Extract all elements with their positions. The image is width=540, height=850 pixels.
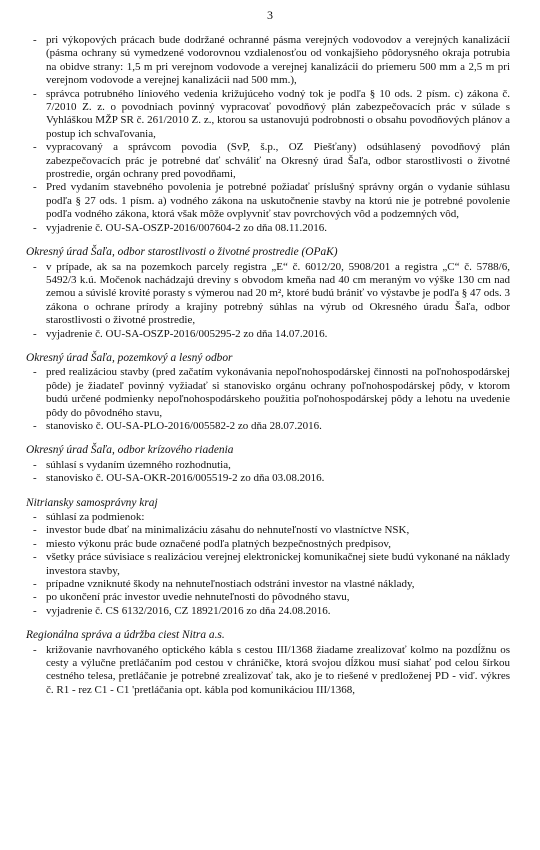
dash-bullet-icon: -	[33, 260, 37, 273]
list-item-text: vyjadrenie č. OU-SA-OSZP-2016/007604-2 zo dňa 08.11.2016.	[46, 221, 327, 234]
list-item-text: miesto výkonu prác bude označené podľa platných bezpečnostných predpisov,	[46, 537, 391, 550]
list-item	[26, 141, 510, 181]
dash-bullet-icon: -	[33, 221, 37, 234]
list-item	[26, 551, 510, 578]
list-item	[26, 644, 510, 698]
dash-bullet-icon: -	[33, 87, 37, 100]
list-item	[26, 578, 510, 591]
list-item	[26, 459, 510, 472]
list-item	[26, 261, 510, 328]
list-item	[26, 222, 510, 235]
list-item-text: stanovisko č. OU-SA-PLO-2016/005582-2 zo dňa 28.07.2016.	[46, 419, 322, 432]
page-number: 3	[267, 8, 273, 22]
bullet-list	[26, 261, 510, 341]
list-item-text: investor bude dbať na minimalizáciu zásahu do nehnuteľností vo vlastníctve NSK,	[46, 524, 410, 537]
section	[26, 352, 510, 433]
section	[26, 629, 510, 697]
dash-bullet-icon: -	[33, 511, 37, 523]
list-item	[26, 472, 510, 485]
section	[26, 444, 510, 485]
list-item	[26, 88, 510, 142]
dash-bullet-icon: -	[33, 458, 37, 471]
dash-bullet-icon: -	[33, 327, 37, 340]
section	[26, 246, 510, 341]
bullet-list	[26, 459, 510, 486]
list-item-text: súhlasí s vydaním územného rozhodnutia,	[46, 458, 231, 471]
section-heading: Okresný úrad Šaľa, pozemkový a lesný odbor	[26, 351, 233, 364]
dash-bullet-icon: -	[33, 472, 37, 485]
dash-bullet-icon: -	[33, 141, 37, 154]
list-item-text: vyjadrenie č. OU-SA-OSZP-2016/005295-2 zo dňa 14.07.2016.	[46, 327, 328, 340]
list-item-text: križovanie navrhovaného optického kábla s cestou III/1368 žiadame zrealizovať kolmo na pozdĺžnu os cesty a výlučne pretláčaním pod cestou v chráničke, ktorá svojou dĺžkou musí siahať pod celou šírkou cestného telesa, pretláčanie je potrebné zrealizovať tak, ako je to riešené v predloženej PD - viď. výkres č. R1 - rez C1 - C1 'pretláčania opt. kábla pod komunikáciou III/1368,	[46, 643, 510, 696]
section-heading: Okresný úrad Šaľa, odbor starostlivosti o životné prostredie (OPaK)	[26, 246, 338, 259]
list-item	[26, 511, 510, 524]
list-item	[26, 181, 510, 221]
list-item-text: správca potrubného líniového vedenia križujúceho vodný tok je podľa § 10 ods. 2 písm. c) zákona č. 7/2010 Z. z. o povodniach povinný vypracovať povodňový plán zabezpečovacích prác v súlade s Vyhláškou MŽP SR č. 261/2010 Z. z., ktorou sa ustanovujú podrobnosti o obsahu povodňových plánov a postup ich schvaľovania,	[46, 87, 510, 140]
list-item-text: po ukončení prác investor uvedie nehnuteľnosti do pôvodného stavu,	[46, 591, 350, 604]
document-body	[26, 34, 510, 708]
list-item	[26, 524, 510, 537]
list-item-text: vyjadrenie č. CS 6132/2016, CZ 18921/2016 zo dňa 24.08.2016.	[46, 604, 331, 617]
section	[26, 34, 510, 235]
dash-bullet-icon: -	[33, 524, 37, 537]
list-item-text: všetky práce súvisiace s realizáciou verejnej elektronickej komunikačnej siete budú vykonané na náklady investora stavby,	[46, 551, 510, 577]
list-item-text: súhlasí za podmienok:	[46, 511, 145, 523]
list-item	[26, 538, 510, 551]
dash-bullet-icon: -	[33, 604, 37, 617]
list-item-text: pri výkopových prácach bude dodržané ochranné pásma verejných vodovodov a verejných kanalizácií (pásma ochrany sú vymedzené vodorovnou vzdialenosťou od vonkajšieho pôdorysného okraja potrubia na obidve strany: 1,5 m pri verejnom vodovode a verejnej kanalizácii do priemeru 500 mm a 2,5 m pri verejnom vodovode a verejnej kanalizácii nad 500 mm.),	[46, 34, 510, 87]
bullet-list	[26, 366, 510, 433]
list-item-text: prípadne vzniknuté škody na nehnuteľnostiach odstráni investor na vlastné náklady,	[46, 578, 415, 591]
list-item-text: Pred vydaním stavebného povolenia je potrebné požiadať príslušný správny orgán o vydanie súhlasu podľa § 27 ods. 1 písm. a) vodného zákona na uskutočnenie stavby na ktorú nie je potrebné povolenie podľa vodného zákona, ktorá však môže ovplyvniť stav povrchových vôd a podzemných vôd,	[46, 181, 510, 221]
list-item	[26, 591, 510, 604]
list-item-text: stanovisko č. OU-SA-OKR-2016/005519-2 zo dňa 03.08.2016.	[46, 472, 325, 485]
bullet-list	[26, 644, 510, 698]
list-item-text: pred realizáciou stavby (pred začatím vykonávania nepoľnohospodárskej činnosti na poľnohospodárskej pôde) je žiadateľ povinný vyžiadať si stanovisko orgánu ochrany poľnohospodárskej pôdy, v ktorom budú určené podmienky nepoľnohospodárskeho použitia poľnohospodárskej pôdy a lehotu na uvedenie pôdy do pôvodného stavu,	[46, 366, 510, 419]
section-heading: Okresný úrad Šaľa, odbor krízového riadenia	[26, 444, 234, 457]
list-item-text: vypracovaný a správcom povodia (SvP, š.p., OZ Piešťany) odsúhlasený povodňový plán zabezpečovacích prác je potrebné dať schváliť na Okresný úrad Šaľa, odbor starostlivosti o životné prostredie, orgán ochrany pred povodňami,	[46, 141, 510, 181]
dash-bullet-icon: -	[33, 181, 37, 194]
bullet-list	[26, 34, 510, 235]
list-item	[26, 420, 510, 433]
dash-bullet-icon: -	[33, 643, 37, 656]
list-item	[26, 366, 510, 420]
dash-bullet-icon: -	[33, 419, 37, 432]
section-heading: Regionálna správa a údržba ciest Nitra a.s.	[26, 629, 225, 642]
section	[26, 497, 510, 619]
section-heading: Nitriansky samosprávny kraj	[26, 496, 158, 509]
list-item	[26, 328, 510, 341]
dash-bullet-icon: -	[33, 537, 37, 550]
dash-bullet-icon: -	[33, 591, 37, 604]
dash-bullet-icon: -	[33, 551, 37, 564]
dash-bullet-icon: -	[33, 578, 37, 591]
list-item	[26, 605, 510, 618]
list-item-text: v prípade, ak sa na pozemkoch parcely registra „E“ č. 6012/20, 5908/201 a registra „C“ č. 5788/6, 5492/3 k.ú. Močenok nachádzajú dreviny s obvodom kmeňa nad 40 cm meraným vo výške 130 cm nad zemou a súvislé krovité porasty s výmerou nad 20 m², ktoré budú brániť vo výstavbe je podľa § 47 ods. 3 zákona o ochrane prírody a krajiny potrebný súhlas na výrub od Okresného úradu Šaľa, odbor starostlivosti o životné prostredie,	[46, 260, 510, 327]
list-item	[26, 34, 510, 88]
dash-bullet-icon: -	[33, 34, 37, 46]
bullet-list	[26, 511, 510, 618]
dash-bullet-icon: -	[33, 366, 37, 379]
